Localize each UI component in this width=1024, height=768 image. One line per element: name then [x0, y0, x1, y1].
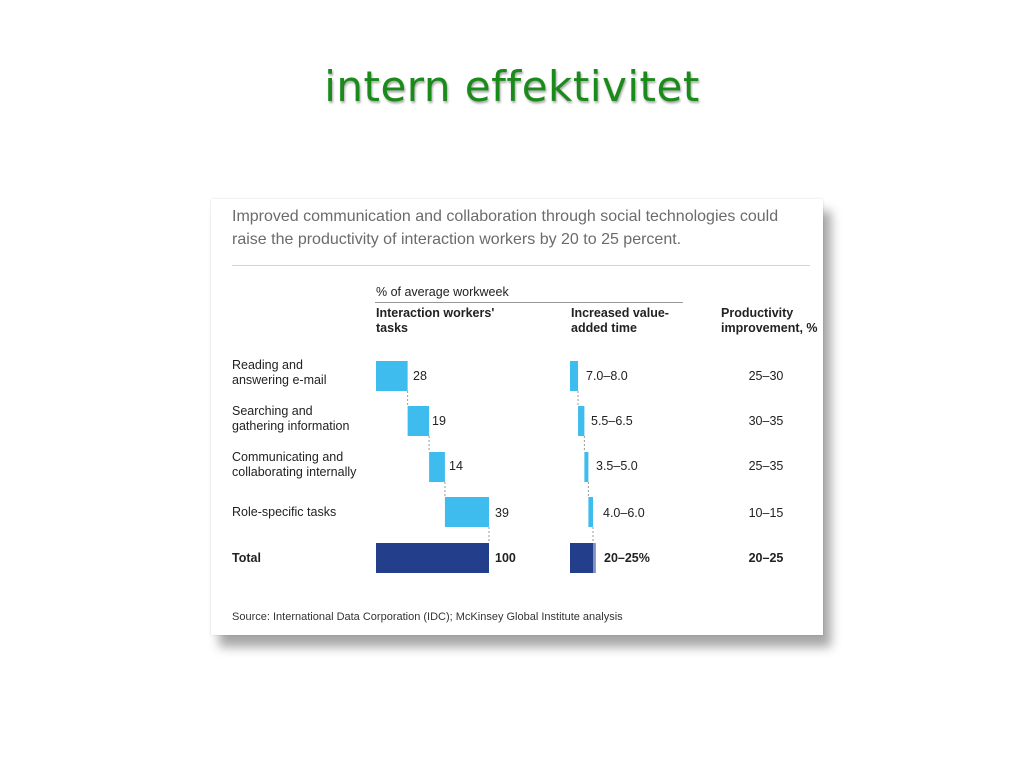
slide-title: intern effektivitet [324, 62, 700, 111]
value-added-bar [578, 406, 584, 436]
tasks-label-role-specific: 39 [495, 506, 509, 520]
value-added-label-role-specific: 4.0–6.0 [603, 506, 645, 520]
chart-card [211, 199, 823, 635]
productivity-value-email: 25–30 [748, 369, 784, 383]
productivity-value-communicating: 25–35 [748, 459, 784, 473]
source-note: Source: International Data Corporation (IDC); McKinsey Global Institute analysis [232, 611, 623, 623]
productivity-value-searching: 30–35 [748, 414, 784, 428]
category-line: Role-specific tasks [232, 505, 337, 519]
tasks-label-searching: 19 [432, 414, 446, 428]
chart-title: Improved communication and collaboration through social technologies could raise the productivity of interaction workers by 20 to 25 percent. [232, 208, 779, 248]
value-added-label-searching: 5.5–6.5 [591, 414, 633, 428]
tasks-bar [445, 497, 489, 527]
productivity-value-total: 20–25 [748, 551, 784, 565]
category-line: Searching and [232, 404, 313, 418]
category-line: Reading and [232, 358, 303, 372]
category-line: collaborating internally [232, 464, 357, 479]
value-added-bar [570, 361, 578, 391]
value-added-total-bar [570, 543, 593, 573]
value-added-label-total: 20–25% [604, 551, 650, 565]
column-header-productivity: Productivity improvement, % [721, 306, 818, 335]
tasks-label-total: 100 [495, 551, 516, 565]
column-header-tasks: Interaction workers' tasks [376, 306, 495, 335]
column-header-value-added: Increased value-added time [571, 306, 669, 335]
tasks-label-email: 28 [413, 369, 427, 383]
value-added-bar [588, 497, 593, 527]
tasks-bar [408, 406, 429, 436]
tasks-bar [376, 361, 408, 391]
category-line: answering e-mail [232, 372, 327, 387]
productivity-value-role-specific: 10–15 [748, 506, 784, 520]
value-added-label-communicating: 3.5–5.0 [596, 459, 638, 473]
tasks-label-communicating: 14 [449, 459, 463, 473]
group-header: % of average workweek [376, 285, 509, 299]
value-added-bar [584, 452, 588, 482]
category-line: Communicating and [232, 450, 344, 464]
tasks-total-bar [376, 543, 489, 573]
value-added-total-range [593, 543, 596, 573]
tasks-bar [429, 452, 445, 482]
category-line: gathering information [232, 418, 350, 433]
category-label-total: Total [232, 551, 261, 565]
value-added-label-email: 7.0–8.0 [586, 369, 628, 383]
